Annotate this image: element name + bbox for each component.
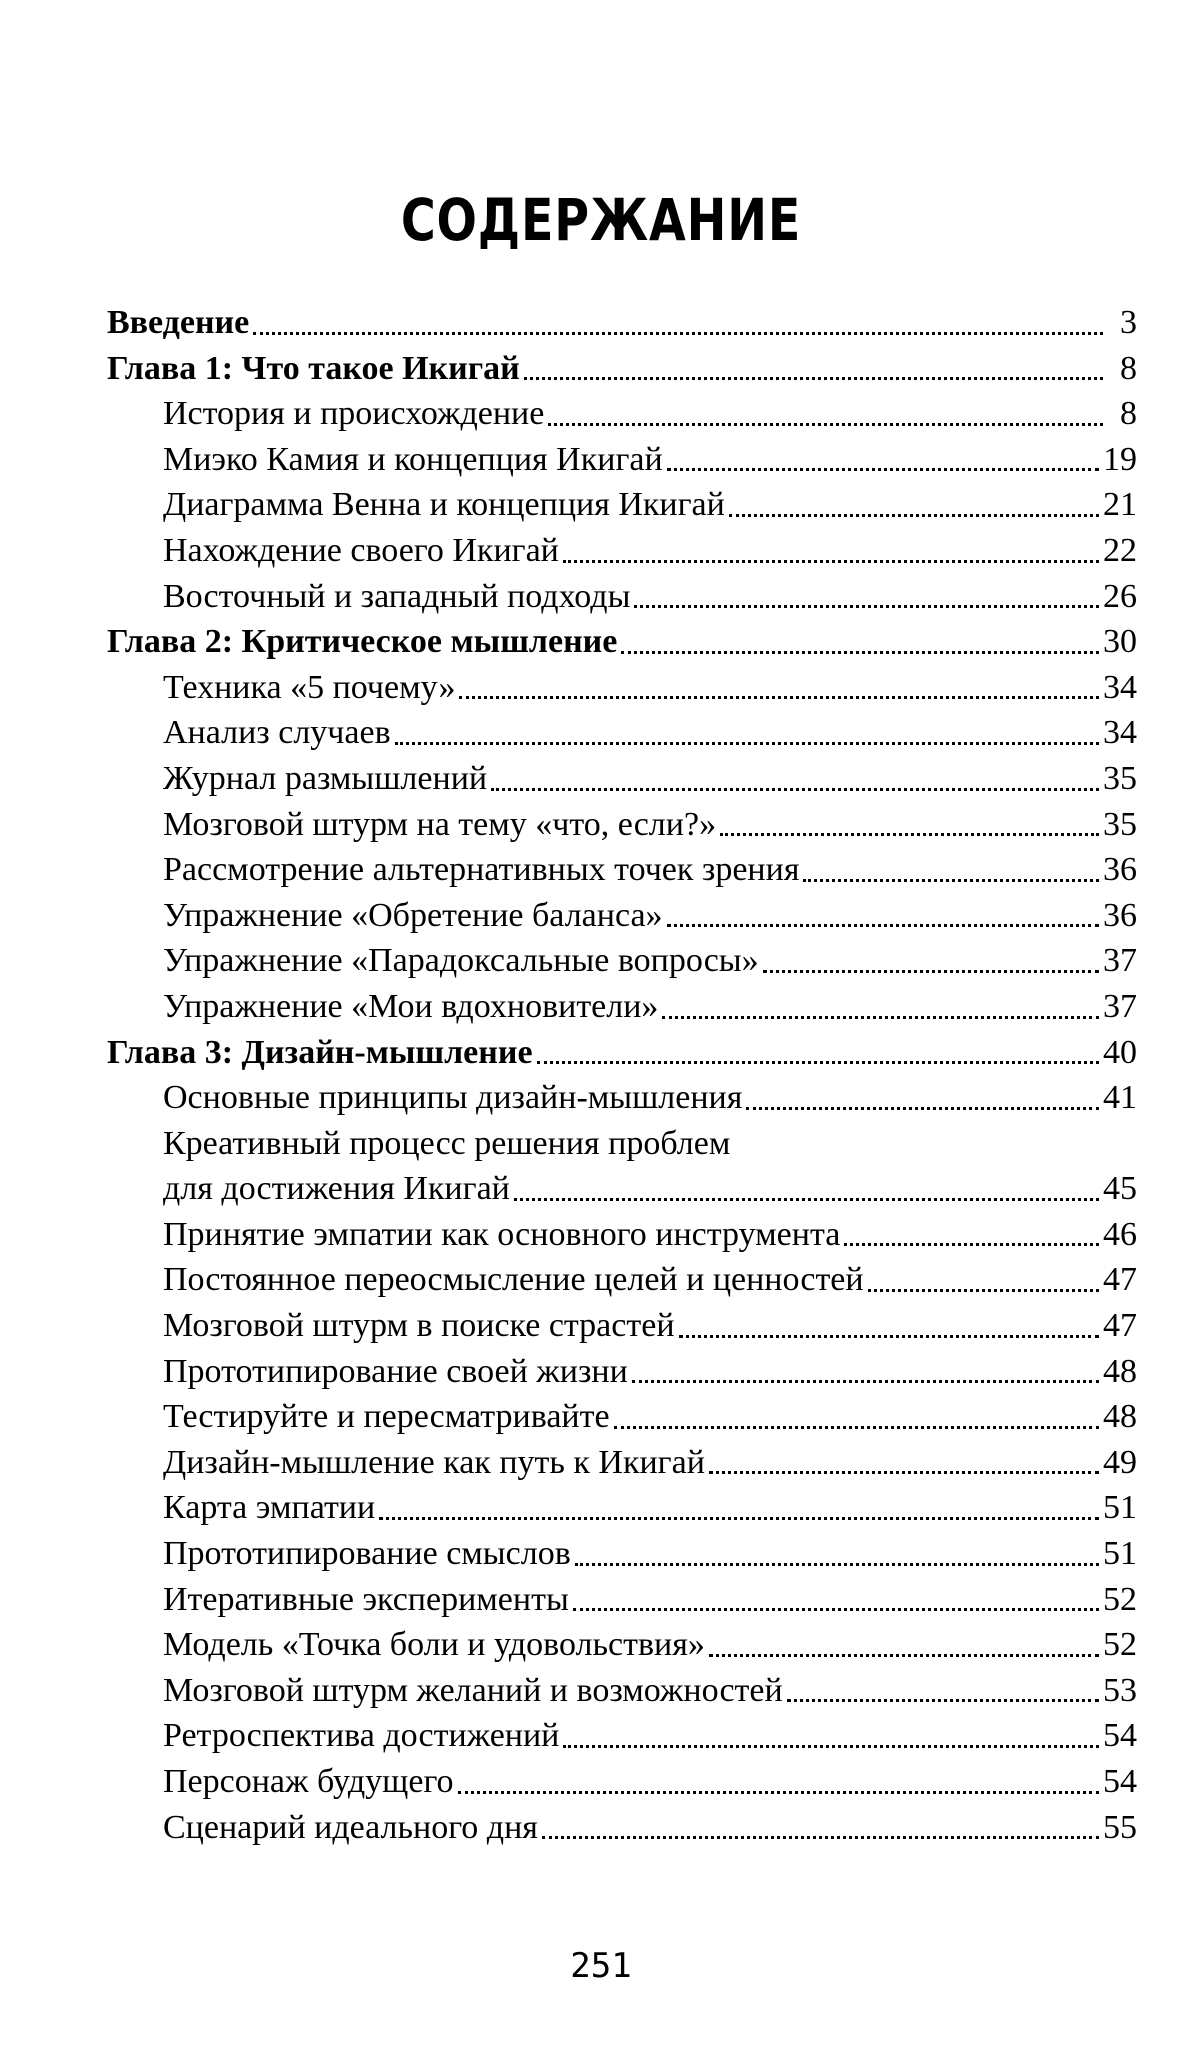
dot-leader — [575, 1563, 1099, 1566]
toc-section-entry — [107, 1394, 1137, 1440]
toc-section-entry — [107, 1531, 1137, 1577]
toc-section-entry — [107, 1166, 1137, 1212]
toc-entry-page: 37 — [1103, 942, 1137, 980]
dot-leader — [458, 1791, 1099, 1794]
dot-leader — [868, 1289, 1099, 1292]
dot-leader — [563, 1745, 1099, 1748]
toc-section-entry — [107, 1485, 1137, 1531]
toc-entry-label: Журнал размышлений — [163, 759, 488, 797]
toc-section-entry — [107, 1759, 1137, 1805]
toc-section-entry — [107, 802, 1137, 848]
toc-entry-label: Глава 3: Дизайн-мышление — [107, 1033, 533, 1071]
toc-entry-label: Основные принципы дизайн-мышления — [163, 1079, 743, 1117]
toc-entry-page: 19 — [1103, 440, 1137, 478]
toc-entry-label: Глава 2: Критическое мышление — [107, 623, 618, 661]
dot-leader — [787, 1699, 1099, 1702]
dot-leader — [491, 788, 1099, 791]
toc-entry-page: 55 — [1103, 1808, 1137, 1846]
toc-entry-page: 51 — [1103, 1489, 1137, 1527]
dot-leader — [632, 1380, 1099, 1383]
toc-entry-page: 54 — [1103, 1717, 1137, 1755]
toc-entry-page: 45 — [1103, 1170, 1137, 1208]
toc-entry-label: Упражнение «Мои вдохновители» — [163, 987, 659, 1025]
dot-leader — [746, 1107, 1099, 1110]
toc-entry-page: 30 — [1103, 623, 1137, 661]
toc-entry-label: Ретроспектива достижений — [163, 1717, 560, 1755]
toc-section-entry — [107, 1440, 1137, 1486]
toc-entry-label: Модель «Точка боли и удовольствия» — [163, 1626, 705, 1664]
dot-leader — [667, 468, 1099, 471]
toc-section-entry — [107, 437, 1137, 483]
toc-entry-label: Прототипирование своей жизни — [163, 1352, 628, 1390]
toc-entry-label: Персонаж будущего — [163, 1763, 454, 1800]
toc-entry-page: 36 — [1103, 851, 1137, 889]
toc-entry-label: Мозговой штурм на тему «что, если?» — [163, 805, 717, 843]
dot-leader — [537, 1061, 1099, 1064]
toc-section-entry — [107, 391, 1137, 437]
toc-section-entry — [107, 482, 1137, 528]
toc-entry-page: 51 — [1103, 1535, 1137, 1573]
toc-entry-label: Упражнение «Парадоксальные вопросы» — [163, 942, 759, 980]
toc-entry-page: 35 — [1103, 805, 1137, 843]
toc-section-entry — [107, 665, 1137, 711]
dot-leader — [563, 560, 1099, 563]
toc-section-entry — [107, 938, 1137, 984]
toc-entry-page: 54 — [1103, 1763, 1137, 1800]
dot-leader — [679, 1335, 1099, 1338]
toc-entry-page: 35 — [1103, 759, 1137, 797]
toc-entry-page: 47 — [1103, 1261, 1137, 1299]
toc-entry-page: 8 — [1120, 395, 1137, 433]
toc-section-entry — [107, 893, 1137, 939]
toc-chapter-entry — [107, 1030, 1137, 1076]
toc-section-entry — [107, 1303, 1137, 1349]
toc-entry-page: 37 — [1103, 987, 1137, 1025]
dot-leader — [573, 1608, 1099, 1611]
dot-leader — [709, 1654, 1099, 1657]
toc-section-entry — [107, 574, 1137, 620]
toc-entry-label: Тестируйте и пересматривайте — [163, 1398, 610, 1436]
toc-section-entry — [107, 1349, 1137, 1395]
toc-entry-page: 34 — [1103, 668, 1137, 706]
toc-entry-label: Анализ случаев — [163, 714, 391, 752]
toc-section-entry — [107, 1805, 1137, 1851]
toc-entry-label: Постоянное переосмысление целей и ценностей — [163, 1261, 864, 1299]
toc-section-entry — [107, 1577, 1137, 1623]
dot-leader — [667, 924, 1099, 927]
toc-entry-label: Прототипирование смыслов — [163, 1535, 571, 1573]
toc-entry-label: Восточный и западный подходы — [163, 577, 631, 615]
toc-entry-label: Миэко Камия и концепция Икигай — [163, 440, 663, 478]
toc-entry-label: Нахождение своего Икигай — [163, 531, 559, 569]
toc-section-entry — [107, 1257, 1137, 1303]
dot-leader — [614, 1426, 1099, 1429]
toc-section-entry — [107, 1622, 1137, 1668]
toc-entry-page: 46 — [1103, 1215, 1137, 1253]
toc-entry-page: 49 — [1103, 1443, 1137, 1481]
toc-entry-label: Глава 1: Что такое Икигай — [107, 349, 520, 387]
toc-section-entry — [107, 847, 1137, 893]
toc-section-entry — [107, 984, 1137, 1030]
toc-entry-label: Мозговой штурм в поиске страстей — [163, 1307, 675, 1345]
toc-entry-label: Техника «5 почему» — [163, 668, 456, 706]
dot-leader — [844, 1243, 1099, 1246]
toc-entry-label: для достижения Икигай — [163, 1170, 510, 1208]
toc-entry-label: Мозговой штурм желаний и возможностей — [163, 1671, 783, 1709]
toc-chapter-entry — [107, 619, 1137, 665]
page-number: 251 — [570, 1946, 632, 1986]
dot-leader — [542, 1836, 1099, 1839]
dot-leader — [253, 332, 1103, 335]
toc-entry-label: Дизайн-мышление как путь к Икигай — [163, 1443, 705, 1481]
toc-chapter-entry — [107, 346, 1137, 392]
dot-leader — [720, 833, 1099, 836]
toc-section-entry — [107, 710, 1137, 756]
toc-entry-page: 40 — [1103, 1033, 1137, 1071]
toc-section-entry — [107, 1212, 1137, 1258]
toc-entry-page: 52 — [1103, 1626, 1137, 1664]
page-title: СОДЕРЖАНИЕ — [400, 186, 802, 254]
toc-entry-page: 53 — [1103, 1671, 1137, 1709]
dot-leader — [514, 1198, 1099, 1201]
dot-leader — [621, 651, 1099, 654]
toc-section-entry — [107, 1121, 1137, 1167]
dot-leader — [379, 1517, 1099, 1520]
toc-chapter-entry — [107, 300, 1137, 346]
toc-entry-label: Сценарий идеального дня — [163, 1808, 538, 1846]
dot-leader — [803, 879, 1099, 882]
toc-section-entry — [107, 756, 1137, 802]
toc-section-entry — [107, 528, 1137, 574]
toc-entry-page: 47 — [1103, 1307, 1137, 1345]
toc-entry-label: Итеративные эксперименты — [163, 1580, 569, 1618]
dot-leader — [524, 377, 1103, 380]
toc-entry-page: 48 — [1103, 1398, 1137, 1436]
toc-entry-label: История и происхождение — [163, 395, 545, 433]
toc-entry-page: 52 — [1103, 1580, 1137, 1618]
dot-leader — [763, 970, 1099, 973]
toc-entry-page: 48 — [1103, 1352, 1137, 1390]
toc-entry-page: 22 — [1103, 531, 1137, 569]
toc-entry-page: 8 — [1120, 349, 1137, 387]
dot-leader — [459, 696, 1099, 699]
dot-leader — [634, 605, 1099, 608]
toc-entry-page: 41 — [1103, 1079, 1137, 1117]
toc-entry-label: Креативный процесс решения проблем — [163, 1124, 731, 1162]
toc-entry-page: 3 — [1120, 304, 1137, 341]
toc-entry-label: Рассмотрение альтернативных точек зрения — [163, 851, 800, 889]
toc-section-entry — [107, 1713, 1137, 1759]
table-of-contents — [107, 300, 1137, 1850]
toc-entry-page: 21 — [1103, 486, 1137, 524]
toc-entry-label: Карта эмпатии — [163, 1489, 376, 1527]
dot-leader — [729, 514, 1099, 517]
toc-entry-page: 26 — [1103, 577, 1137, 615]
toc-entry-label: Диаграмма Венна и концепция Икигай — [163, 486, 725, 524]
dot-leader — [548, 423, 1103, 426]
toc-section-entry — [107, 1075, 1137, 1121]
dot-leader — [662, 1016, 1099, 1019]
dot-leader — [709, 1471, 1099, 1474]
toc-entry-label: Введение — [107, 304, 250, 341]
toc-entry-page: 36 — [1103, 896, 1137, 934]
dot-leader — [395, 742, 1099, 745]
toc-entry-label: Принятие эмпатии как основного инструмента — [163, 1215, 841, 1253]
toc-entry-page: 34 — [1103, 714, 1137, 752]
toc-section-entry — [107, 1668, 1137, 1714]
toc-entry-label: Упражнение «Обретение баланса» — [163, 896, 663, 934]
